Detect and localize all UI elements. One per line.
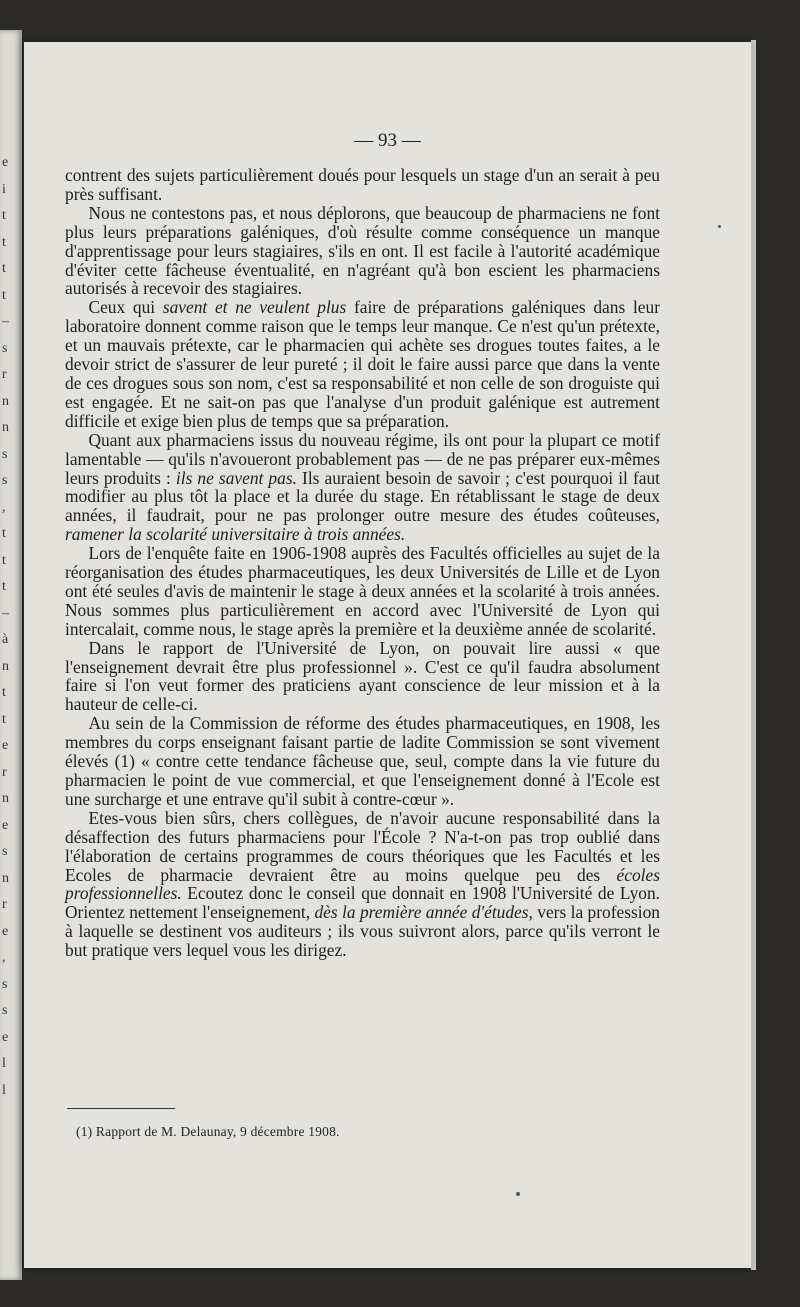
page-edge	[751, 40, 756, 1270]
italic-text: ils ne savent pas.	[175, 467, 297, 488]
paragraph	[65, 544, 660, 639]
previous-page-letter: t	[2, 234, 6, 250]
italic-text: dès la première année d'études,	[314, 902, 533, 923]
body-text	[65, 166, 660, 960]
previous-page-letter: e	[2, 155, 9, 170]
previous-page-letter: e	[2, 738, 9, 753]
text-run: Dans le rapport de l'Université de Lyon, on pouvait lire aussi « que l'enseignement devrait être plus professionnel ». C'est ce qu'il faudra absolument faire si l'on veut former des praticiens ayant conscience de leur mission et à la hauteur de celle-ci.	[65, 637, 660, 715]
text-run: Ceux qui	[88, 297, 163, 318]
previous-page-letter: n	[2, 791, 9, 806]
text-run: Nous ne contestons pas, et nous déplorons, que beaucoup de pharmaciens ne font plus leurs préparations galéniques, d'où résulte comme conséquence un manque d'apprentissage pour leurs stagiaires, s'ils en ont. Il est facile à l'autorité académique d'éviter cette fâcheuse éventualité, en n'agréant qu'à bon escient les pharmaciens autorisés à recevoir des stagiaires.	[65, 202, 660, 299]
previous-page-letter: ,	[2, 499, 6, 515]
previous-page-letter: r	[2, 897, 7, 912]
previous-page-letter: e	[2, 1029, 9, 1045]
text-run: Ils auraient besoin de savoir ; c'est pourquoi il faut modifier au plus tôt la place et la durée du stage. En rétablissant le stage de deux années, il faudrait, pour ne pas prolonger outre mesure des études coûteuses,	[65, 467, 661, 526]
previous-page-letter: n	[2, 870, 9, 886]
previous-page-letter: t	[2, 208, 6, 223]
paper-speck	[718, 225, 721, 228]
paragraph	[65, 298, 660, 430]
previous-page-letter: l	[2, 1056, 6, 1071]
previous-page-letter: t	[2, 261, 6, 276]
previous-page-letter: s	[2, 976, 8, 992]
text-run: faire de préparations galéniques dans leur laboratoire donnent comme raison que le temps leur manque. Ce n'est qu'un prétexte, et un mauvais prétexte, car le pharmacien qui achète ses drogues toutes faites, a le devoir strict de s'assurer de leur pureté ; il doit le faire aussi parce que dans la vente de ces drogues sous son nom, c'est sa responsabilité et non celle de son droguiste qui est engagée. Et ne sait-on pas que l'analyse d'un produit galénique est autrement difficile et exige bien plus de temps que sa préparation.	[65, 297, 660, 431]
previous-page-letter: r	[2, 367, 7, 382]
previous-page-letter: ,	[2, 950, 6, 965]
previous-page-letter: s	[2, 1003, 8, 1018]
footnote-separator	[67, 1108, 175, 1109]
previous-page-letter: r	[2, 764, 7, 780]
previous-page-letter: n	[2, 393, 9, 409]
page-number: — 93 —	[354, 130, 421, 151]
text-run: Lors de l'enquête faite en 1906-1908 auprès des Facultés officielles au sujet de la réorganisation des études pharmaceutiques, les deux Universités de Lille et de Lyon ont été seules d'avis de maintenir le stage à deux années et la scolarité à trois années. Nous sommes plus particulièrement en accord avec l'Université de Lyon qui intercalait, comme nous, le stage après la première et la deuxième année de scolarité.	[65, 543, 660, 639]
previous-page-edge	[0, 30, 22, 1280]
previous-page-letter: t	[2, 287, 6, 303]
previous-page-letter: t	[2, 711, 6, 727]
previous-page-letter: à	[2, 632, 9, 647]
italic-text: écoles professionnelles.	[65, 864, 660, 904]
paragraph	[65, 204, 660, 299]
text-run: Ecoutez donc le conseil que donnait en 1908 l'Université de Lyon. Orientez nettement l'enseignement,	[65, 883, 660, 923]
previous-page-letter: i	[2, 181, 6, 197]
previous-page-letter: –	[2, 314, 9, 329]
paragraph	[65, 431, 660, 544]
text-run: Au sein de la Commission de réforme des études pharmaceutiques, en 1908, les membres du corps enseignant faisant partie de ladite Commission se sont vivement élevés (1) « contre cette tendance fâcheuse que, seul, compte dans la vie future du pharmacien le point de vue commercial, et que l'enseignement donné à l'Ecole est une surcharge et une entrave qu'il subit à contre-cœur ».	[65, 713, 660, 809]
footnote: (1) Rapport de M. Delaunay, 9 décembre 1908.	[76, 1124, 340, 1139]
previous-page-letter: n	[2, 420, 9, 435]
previous-page-letter: e	[2, 923, 9, 939]
previous-page-letter: t	[2, 579, 6, 594]
text-run: Quant aux pharmaciens issus du nouveau régime, ils ont pour la plupart ce motif lamentable — qu'ils n'avoueront probablement pas — de ne pas préparer eux-mêmes leurs produits :	[65, 429, 660, 488]
book-page	[24, 42, 751, 1268]
paragraph	[65, 639, 660, 715]
text-run: vers la profession à laquelle se destinent vos auditeurs ; ils vous suivront alors, parce qu'ils verront le but pratique vers lequel vous les dirigez.	[65, 902, 660, 961]
previous-page-letter: t	[2, 526, 6, 541]
paper-speck	[516, 1192, 520, 1196]
text-run: Etes-vous bien sûrs, chers collègues, de n'avoir aucune responsabilité dans la désaffection des futurs pharmaciens pour l'École ? N'a-t-on pas trop oublié dans l'élaboration de certains programmes de cours théoriques que les Facultés et les Ecoles de pharmacie devraient être au moins quelque peu des	[65, 807, 660, 885]
previous-page-letter: s	[2, 340, 8, 356]
previous-page-letter: t	[2, 685, 6, 700]
previous-page-letter: l	[2, 1082, 6, 1098]
italic-text: ramener la scolarité universitaire à trois années.	[65, 524, 406, 545]
paragraph	[65, 714, 660, 809]
previous-page-letter: s	[2, 446, 8, 462]
paragraph	[65, 166, 660, 204]
previous-page-letter: s	[2, 844, 8, 859]
paragraph	[65, 809, 660, 960]
italic-text: savent et ne veulent plus	[162, 297, 347, 318]
previous-page-letter: –	[2, 605, 9, 621]
previous-page-letter: e	[2, 817, 9, 833]
text-run: contrent des sujets particulièrement doués pour lesquels un stage d'un an serait à peu près suffisant.	[65, 165, 660, 204]
previous-page-letter: t	[2, 552, 6, 568]
previous-page-letter: s	[2, 473, 8, 488]
previous-page-letter: n	[2, 658, 9, 674]
